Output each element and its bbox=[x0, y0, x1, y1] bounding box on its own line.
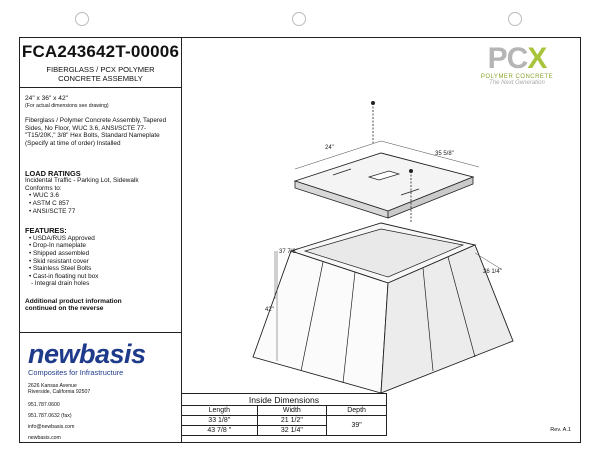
load-ratings-heading: LOAD RATINGS bbox=[25, 168, 81, 178]
dim-37-label: 37 7/8" bbox=[279, 249, 298, 255]
email-link[interactable]: info@newbasis.com bbox=[28, 424, 75, 431]
list-item: • Cast-in floating nut box bbox=[29, 272, 99, 280]
pcx-mark-b: X bbox=[527, 42, 547, 75]
list-item: • ASTM C 857 bbox=[29, 199, 70, 207]
features-heading: FEATURES: bbox=[25, 226, 67, 236]
product-subtitle-2: CONCRETE ASSEMBLY bbox=[58, 74, 143, 83]
conforms-label: Conforms to: bbox=[25, 184, 62, 192]
company-tagline: Composites for Infrastructure bbox=[28, 368, 124, 377]
pcx-mark bbox=[468, 44, 566, 74]
list-item: • Skid resistant cover bbox=[29, 257, 89, 265]
newbasis-logo: newbasis bbox=[28, 339, 146, 369]
assembly-drawing bbox=[183, 73, 581, 393]
company-block bbox=[20, 332, 181, 442]
additional-info-line-1: Additional product information bbox=[25, 297, 122, 305]
cell-length: 43 7/8 " bbox=[182, 426, 258, 436]
col-width: Width bbox=[257, 406, 327, 416]
inside-dimensions-title: Inside Dimensions bbox=[182, 394, 387, 406]
cell-depth: 39" bbox=[327, 416, 387, 436]
list-item: • Stainless Steel Bolts bbox=[29, 265, 92, 273]
bolt-head-icon bbox=[409, 169, 413, 173]
pcx-subtitle: POLYMER CONCRETE bbox=[480, 74, 554, 80]
list-item: • Drop-In nameplate bbox=[29, 242, 86, 250]
dim-24-label: 24" bbox=[325, 145, 334, 151]
cover-top bbox=[295, 153, 473, 211]
col-length: Length bbox=[182, 406, 258, 416]
list-item: • USDA/RUS Approved bbox=[29, 234, 95, 242]
dim-35-label: 35 5/8" bbox=[435, 151, 454, 157]
col-depth: Depth bbox=[327, 406, 387, 416]
punch-hole-left bbox=[75, 12, 89, 26]
dim-42-label: 42" bbox=[265, 307, 274, 313]
bolt-head-icon bbox=[371, 101, 375, 105]
table-row bbox=[182, 416, 387, 426]
punch-hole-center bbox=[292, 12, 306, 26]
website-link[interactable]: newbasis.com bbox=[28, 435, 61, 442]
spec-sheet bbox=[19, 37, 581, 443]
punch-hole-right bbox=[508, 12, 522, 26]
list-item: • ANSI/SCTE 77 bbox=[29, 207, 76, 215]
list-item: • WUC 3.6 bbox=[29, 192, 59, 200]
list-item: - Integral drain holes bbox=[31, 280, 90, 288]
size-note: (For actual dimensions see drawing) bbox=[25, 102, 109, 109]
features-list bbox=[25, 235, 176, 288]
fax: 951.787.0632 (fax) bbox=[28, 413, 72, 420]
title-block bbox=[20, 38, 181, 88]
address-line-1: 2626 Kansas Avenue bbox=[28, 383, 77, 389]
pcx-mark-a: PC bbox=[487, 42, 528, 75]
nominal-size: 24" x 36" x 42" bbox=[25, 95, 68, 102]
phone: 951.787.0600 bbox=[28, 402, 60, 409]
list-item: • Shipped assembled bbox=[29, 249, 90, 257]
revision-label: Rev. A.1 bbox=[550, 427, 571, 433]
cell-length: 33 1/8" bbox=[182, 416, 258, 426]
spec-panel bbox=[20, 38, 182, 442]
inside-dimensions-table bbox=[181, 393, 387, 436]
load-ratings-line: Incidental Traffic - Parking Lot, Sidewalk bbox=[25, 177, 139, 185]
additional-info-line-2: continued on the reverse bbox=[25, 305, 104, 313]
product-subtitle-1: FIBERGLASS / PCX POLYMER bbox=[46, 65, 155, 74]
standards-list bbox=[25, 192, 176, 215]
cell-width: 32 1/4" bbox=[257, 426, 327, 436]
address-line-2: Riverside, California 92507 bbox=[28, 389, 91, 396]
product-description: Fiberglass / Polymer Concrete Assembly, Tapered Sides, No Floor, WUC 3.6, ANSI/SCTE 77-"T15/20K," 3/8" Hex Bolts, Standard Nameplate (Specify at time of order) Installed bbox=[25, 117, 167, 147]
cell-width: 21 1/2" bbox=[257, 416, 327, 426]
model-number: FCA243642T-00006 bbox=[21, 42, 180, 61]
spec-content bbox=[20, 88, 181, 317]
pcx-tagline: The Next Generation bbox=[489, 80, 545, 86]
dim-26-label: 26 1/4" bbox=[483, 269, 502, 275]
